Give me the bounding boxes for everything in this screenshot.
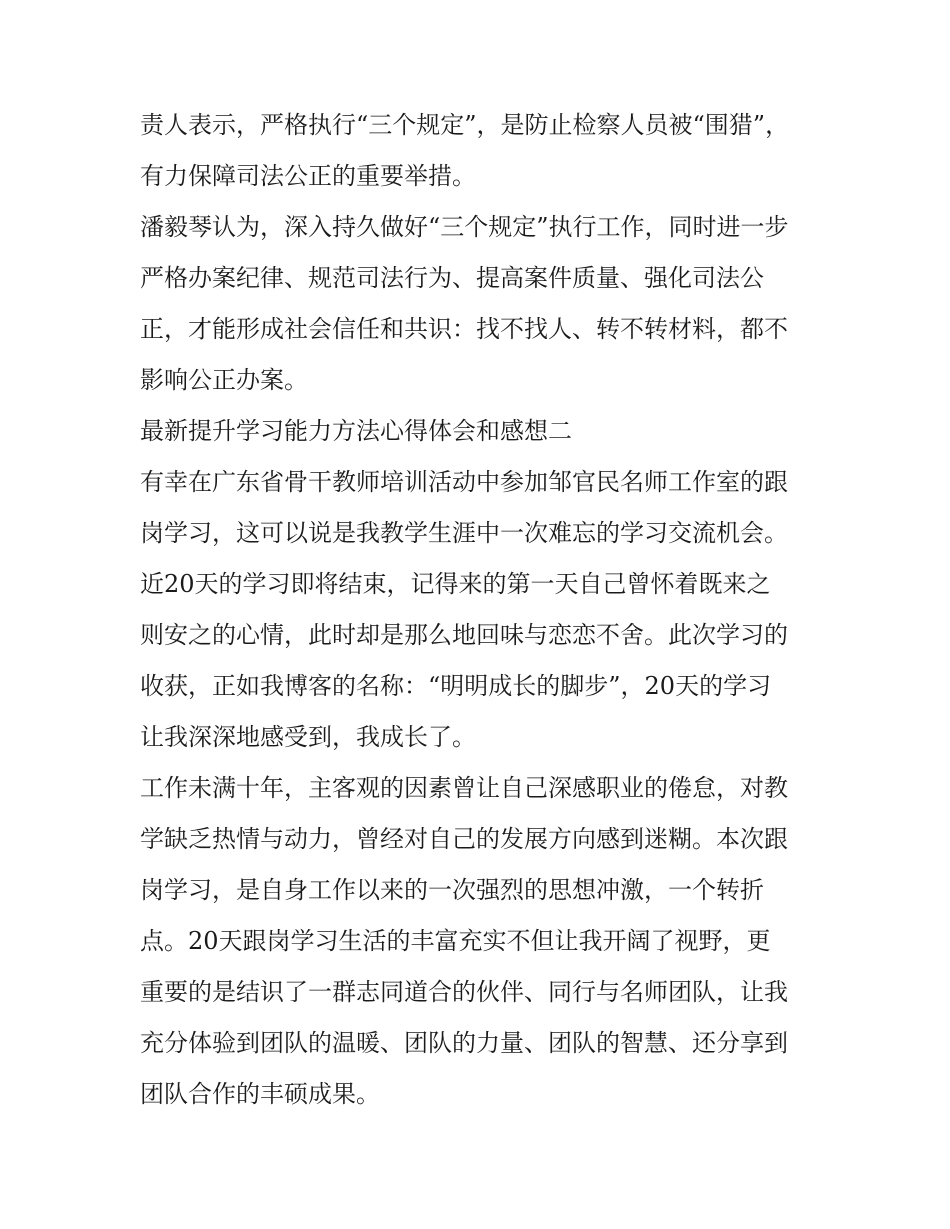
text-line: 严格办案纪律、规范司法行为、提高案件质量、强化司法公 [140, 264, 764, 292]
text-line: 有幸在广东省骨干教师培训活动中参加邹官民名师工作室的跟 [140, 468, 788, 496]
text-line: 影响公正办案。 [140, 366, 308, 394]
text-line: 潘毅琴认为，深入持久做好“三个规定”执行工作，同时进一步 [140, 213, 789, 241]
section-heading: 最新提升学习能力方法心得体会和感想二 [140, 417, 572, 445]
body-text [140, 100, 820, 1120]
text-line: 近20天的学习即将结束，记得来的第一天自己曾怀着既来之 [140, 570, 771, 598]
text-line: 学缺乏热情与动力，曾经对自己的发展方向感到迷糊。本次跟 [140, 825, 788, 853]
text-line: 点。20天跟岗学习生活的丰富充实不但让我开阔了视野，更 [140, 927, 771, 955]
text-line: 让我深深地感受到，我成长了。 [140, 723, 476, 751]
text-line: 充分体验到团队的温暖、团队的力量、团队的智慧、还分享到 [140, 1029, 788, 1057]
text-line: 有力保障司法公正的重要举措。 [140, 162, 476, 190]
text-line: 责人表示，严格执行“三个规定”，是防止检察人员被“围猎”， [140, 111, 790, 139]
text-line: 工作未满十年，主客观的因素曾让自己深感职业的倦怠，对教 [140, 774, 788, 802]
text-line: 岗学习，是自身工作以来的一次强烈的思想冲激，一个转折 [140, 876, 764, 904]
text-line: 则安之的心情，此时却是那么地回味与恋恋不舍。此次学习的 [140, 621, 788, 649]
text-line: 重要的是结识了一群志同道合的伙伴、同行与名师团队，让我 [140, 978, 788, 1006]
text-line: 岗学习，这可以说是我教学生涯中一次难忘的学习交流机会。 [140, 519, 788, 547]
text-line: 收获，正如我博客的名称：“明明成长的脚步”，20天的学习 [140, 672, 772, 700]
text-line: 正，才能形成社会信任和共识：找不找人、转不转材料，都不 [140, 315, 788, 343]
text-line: 团队合作的丰硕成果。 [140, 1080, 380, 1108]
